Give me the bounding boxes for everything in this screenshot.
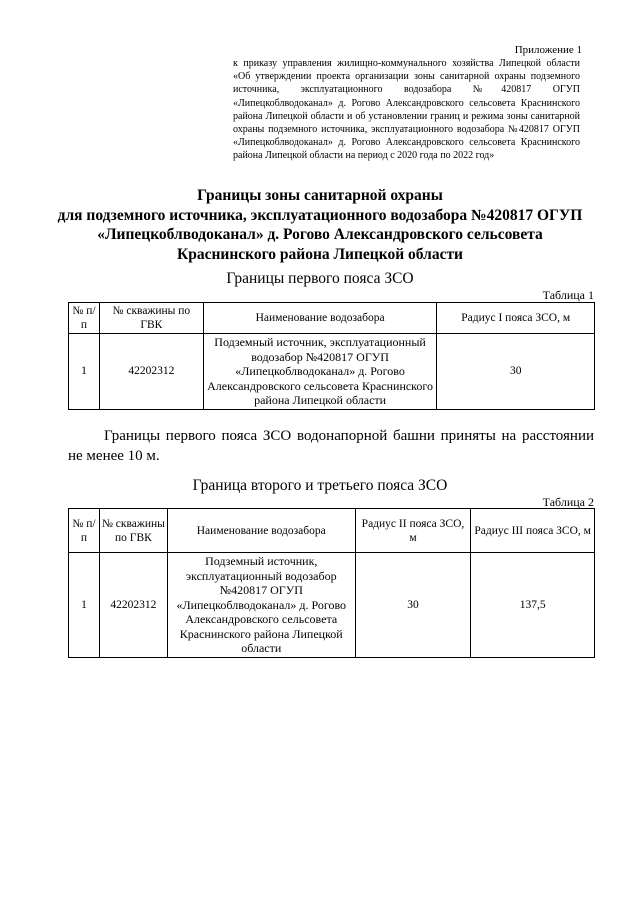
appendix-text: к приказу управления жилищно-коммунального хозяйства Липецкой области «Об утверждении проекта организации зоны санитарной охраны подземного источника, эксплуатационного водозабора №420817 ОГУП «Липецкоблводоканал» д. Рогово Александровского сельсовета Краснинского района Липецкой области и об установлении границ и режима зоны санитарной охраны подземного источника, эксплуатационного водозабора №420817 ОГУП «Липецкоблводоканал» д. Рогово Александровского сельсовета Краснинского района Липецкой области на период с 2020 года по 2022 год»: [233, 58, 580, 162]
table2-cell-name: Подземный источник, эксплуатационный водозабор №420817 ОГУП «Липецкоблводоканал» д. Рогово Александровского сельсовета Краснинского района Липецкой области: [167, 553, 355, 658]
table2-header-cell: Радиус II пояса ЗСО, м: [355, 509, 471, 553]
appendix-label: Приложение 1: [514, 44, 582, 56]
table1-cell-radius: 30: [437, 334, 595, 410]
table1-cell-well: 42202312: [99, 334, 203, 410]
table2-header-cell: № скважины по ГВК: [99, 509, 167, 553]
table2-header-cell: Наименование водозабора: [167, 509, 355, 553]
table2-caption: Таблица 2: [542, 495, 594, 509]
table2-cell-well: 42202312: [99, 553, 167, 658]
table1-caption: Таблица 1: [542, 288, 594, 302]
section1-heading: Границы первого пояса ЗСО: [226, 270, 414, 287]
table2-header-row: [69, 509, 595, 553]
section2-heading: Граница второго и третьего пояса ЗСО: [192, 477, 448, 494]
table2-header-cell: № п/п: [69, 509, 100, 553]
table1-cell-num: 1: [69, 334, 100, 410]
table1-header-cell: № п/п: [69, 303, 100, 334]
boundary-paragraph: Границы первого пояса ЗСО водонапорной башни приняты на расстоянии не менее 10 м.: [68, 428, 594, 464]
title-line: Границы зоны санитарной охраны: [197, 187, 443, 204]
table2-header-cell: Радиус III пояса ЗСО, м: [471, 509, 595, 553]
table2: [68, 508, 595, 658]
title-line: «Липецкоблводоканал» д. Рогово Александровского сельсовета: [97, 226, 543, 243]
table1-header-cell: Наименование водозабора: [203, 303, 437, 334]
table1-header-cell: № скважины по ГВК: [99, 303, 203, 334]
title-line: Краснинского района Липецкой области: [176, 245, 463, 263]
table-row: [69, 553, 595, 658]
table2-cell-radius3: 137,5: [471, 553, 595, 658]
table-row: [69, 334, 595, 410]
table1: [68, 302, 595, 410]
table2-cell-radius2: 30: [355, 553, 471, 658]
table1-header-row: [69, 303, 595, 334]
table2-cell-num: 1: [69, 553, 100, 658]
document-title: [30, 186, 610, 264]
title-line: для подземного источника, эксплуатационного водозабора №420817 ОГУП: [57, 206, 583, 224]
table1-header-cell: Радиус I пояса ЗСО, м: [437, 303, 595, 334]
table1-cell-name: Подземный источник, эксплуатационный водозабор №420817 ОГУП «Липецкоблводоканал» д. Рогово Александровского сельсовета Краснинского района Липецкой области: [203, 334, 437, 410]
